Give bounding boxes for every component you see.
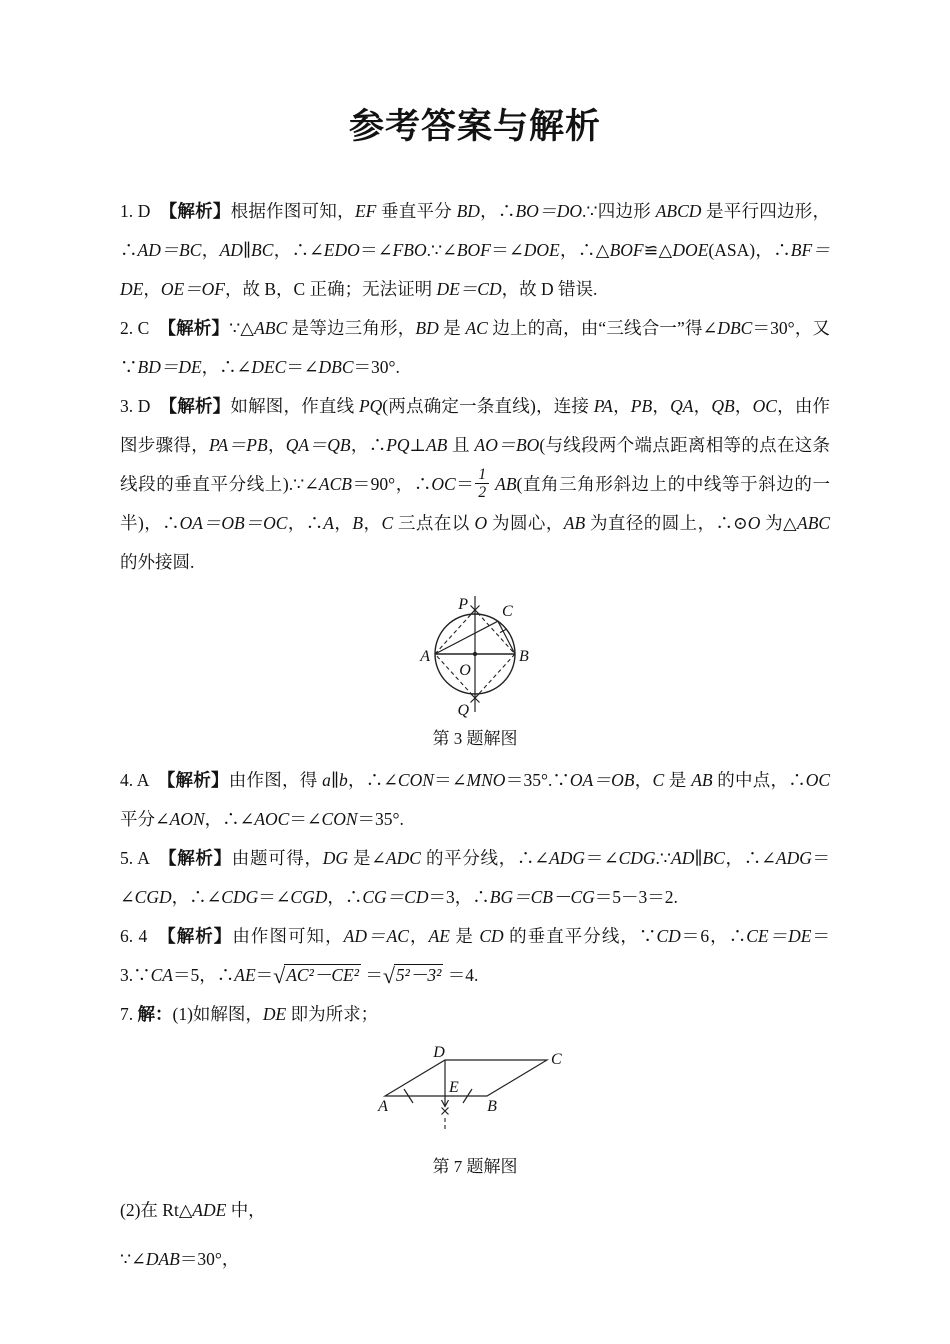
point-label-e: E xyxy=(449,1079,459,1097)
answer-7-part2-line2: ∵∠DAB＝30°， xyxy=(120,1249,240,1270)
figure-3 xyxy=(120,590,830,751)
answer-3: 3. D 【解析】如解图，作直线 PQ(两点确定一条直线)，连接 PA，PB，QA，QB，OC，由作图步骤得，PA＝PB，QA＝QB，∴PQ⊥AB 且 AO＝BO(与线段两个端点距离相等的点在这条线段的垂直平分线上).∵∠ACB＝90°，∴OC＝ $\frac{1}{2}$ AB(直角三角形斜边上的中线等于斜边的一半)，∴OA＝OB＝OC，∴A，B，C 三点在以 O 为圆心，AB 为直径的圆上，∴⊙O 为△ABC 的外接圆. xyxy=(120,396,831,573)
answer-6: 6. 4 【解析】由作图可知，AD＝AC，AE 是 CD 的垂直平分线，∵CD＝6，∴CE＝DE＝3.∵CA＝5，∴AE＝√AC²－CE² ＝√5²－3² ＝4. xyxy=(120,926,831,989)
point-label-q: Q xyxy=(457,702,469,719)
point-label-b: B xyxy=(487,1098,497,1116)
center-dot-O xyxy=(473,652,477,656)
point-label-p: P xyxy=(458,596,468,614)
figure-7-diagram xyxy=(375,1044,575,1136)
arc-cross-mark xyxy=(442,1108,449,1115)
page-title: 参考答案与解析 xyxy=(348,107,601,146)
chord-AC xyxy=(435,621,498,654)
point-label-a: A xyxy=(378,1098,388,1116)
point-label-c: C xyxy=(502,603,513,621)
figure-7 xyxy=(120,1044,830,1179)
answer-4: 4. A 【解析】由作图，得 a∥b，∴∠CON＝∠MNO＝35°.∵OA＝OB，C 是 AB 的中点，∴OC 平分∠AON，∴∠AOC＝∠CON＝35°. xyxy=(120,770,831,830)
answer-7-part2-line1: (2)在 Rt△ADE 中， xyxy=(120,1200,266,1221)
answer-1: 1. D 【解析】根据作图可知，EF 垂直平分 BD，∴BO＝DO.∵四边形 ABCD 是平行四边形，∴AD＝BC，AD∥BC，∴∠EDO＝∠FBO.∵∠BOF＝∠DOE，∴△BOF≌△DOE(ASA)，∴BF＝DE，OE＝OF，故 B，C 正确；无法证明 DE＝CD，故 D 错误. xyxy=(120,201,831,299)
figure-3-diagram xyxy=(390,590,560,718)
parallelogram-ABCD xyxy=(385,1060,547,1096)
answer-5: 5. A 【解析】由题可得，DG 是∠ADC 的平分线，∴∠ADG＝∠CDG.∵AD∥BC，∴∠ADG＝∠CGD，∴∠CDG＝∠CGD，∴CG＝CD＝3，∴BG＝CB－CG＝5－3＝2. xyxy=(120,848,831,908)
figure-7-caption: 第 7 题解图 xyxy=(432,1157,518,1177)
point-label-b: B xyxy=(519,648,529,666)
point-label-c: C xyxy=(551,1051,562,1069)
answer-2: 2. C 【解析】∵△ABC 是等边三角形，BD 是 AC 边上的高，由“三线合一”得∠DBC＝30°，又∵BD＝DE，∴∠DEC＝∠DBC＝30°. xyxy=(120,318,830,377)
point-label-o: O xyxy=(459,662,471,680)
chord-CB xyxy=(498,621,515,654)
point-label-d: D xyxy=(433,1044,445,1062)
point-label-a: A xyxy=(420,648,430,666)
answer-7: 7. 解：(1)如解图，DE 即为所求； xyxy=(120,1004,379,1025)
figure-3-caption: 第 3 题解图 xyxy=(432,729,518,749)
